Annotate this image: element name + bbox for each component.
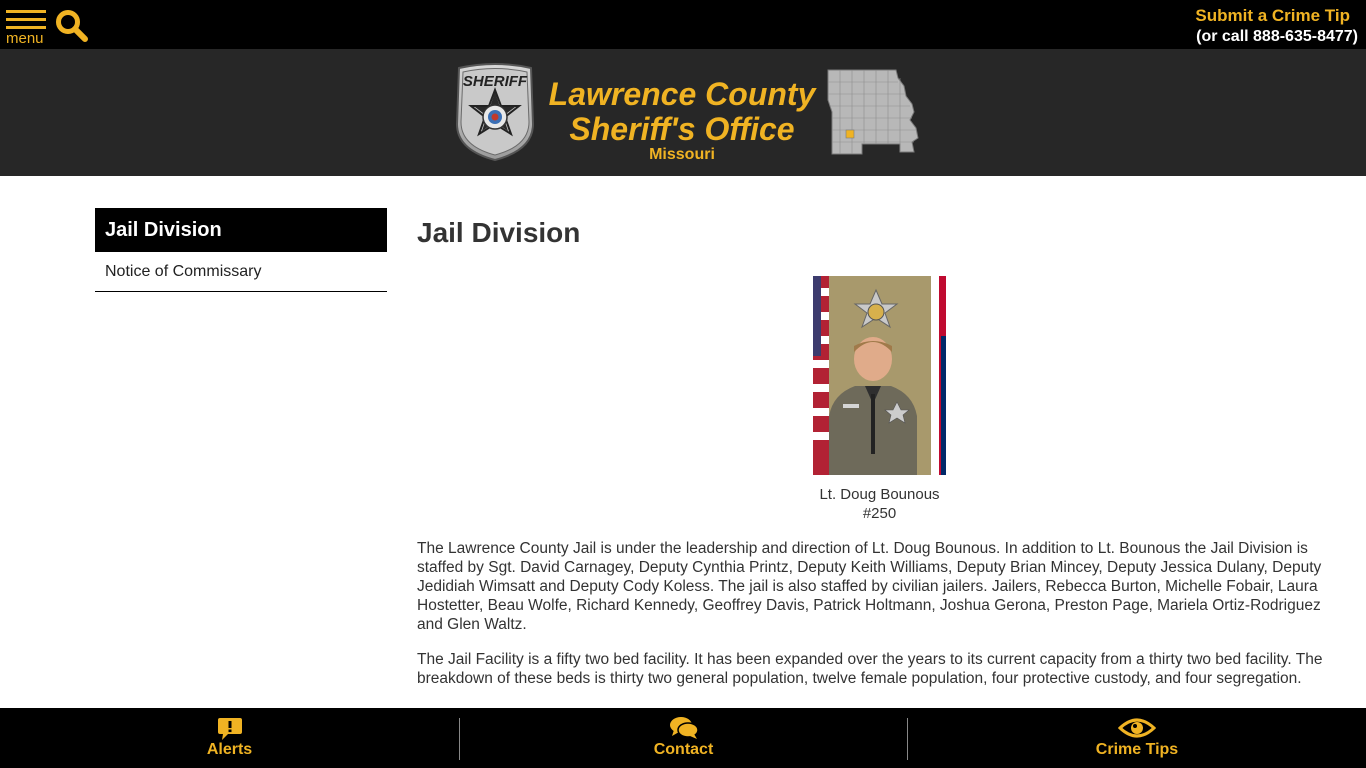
bottom-nav-crime-tips[interactable] bbox=[908, 708, 1366, 768]
photo-caption-badge-number: #250 bbox=[862, 505, 897, 522]
photo-caption bbox=[417, 485, 1342, 523]
sidebar-heading[interactable]: Jail Division bbox=[95, 208, 387, 252]
sidebar-item-notice-of-commissary[interactable]: Notice of Commissary bbox=[95, 252, 387, 292]
paragraph-staff: The Lawrence County Jail is under the leadership and direction of Lt. Doug Bounous. In addition to Lt. Bounous the Jail Division is staffed by Sgt. David Carnagey, Deputy Cynthia Printz, Deputy Keith Williams, Deputy Brian Mincey, Deputy Jessica Dulany, Deputy Jedidiah Wimsatt and Deputy Cody Koless. The jail is also staffed by civilian jailers. Jailers, Rebecca Burton, Michelle Fobair, Laura Hostetter, Beau Wolfe, Richard Kennedy, Geoffrey Davis, Patrick Holtmann, Joshua Gerona, Preston Page, Mariela Ortiz-Rodriguez and Glen Waltz. bbox=[417, 540, 1322, 633]
main-content bbox=[417, 215, 1342, 688]
search-icon bbox=[55, 9, 89, 43]
photo-block bbox=[417, 276, 1342, 523]
sheriff-badge-logo[interactable] bbox=[453, 62, 537, 162]
top-bar bbox=[0, 0, 1366, 49]
paragraph-facility: The Jail Facility is a fifty two bed facility. It has been expanded over the years to its current capacity from a thirty two bed facility. The breakdown of these beds is thirty two general population, twelve female population, four protective custody, and four segregation. bbox=[417, 651, 1323, 687]
search-button[interactable] bbox=[55, 9, 89, 43]
site-header bbox=[0, 49, 1366, 176]
menu-label: menu bbox=[6, 30, 44, 47]
hamburger-icon-bar bbox=[6, 26, 46, 29]
bottom-nav-contact[interactable] bbox=[460, 708, 907, 768]
chat-bubbles-icon bbox=[669, 716, 699, 740]
hamburger-icon bbox=[6, 10, 46, 13]
bottom-nav-alerts[interactable] bbox=[0, 708, 459, 768]
bottom-nav-alerts-label: Alerts bbox=[206, 741, 253, 758]
crime-tip-area bbox=[1195, 5, 1358, 47]
crime-tip-phone[interactable]: (or call 888-635-8477) bbox=[1196, 28, 1358, 45]
site-title-line1: Lawrence County bbox=[548, 76, 816, 112]
eye-icon bbox=[1118, 716, 1156, 740]
sidebar bbox=[95, 208, 387, 292]
bottom-nav-contact-label: Contact bbox=[653, 741, 714, 758]
site-title[interactable] bbox=[546, 77, 818, 164]
site-title-line2: Sheriff's Office bbox=[569, 111, 795, 147]
bottom-nav-crime-tips-label: Crime Tips bbox=[1095, 741, 1179, 758]
photo-caption-name: Lt. Doug Bounous bbox=[819, 486, 940, 503]
site-title-state: Missouri bbox=[649, 146, 715, 163]
submit-crime-tip-link[interactable]: Submit a Crime Tip bbox=[1195, 6, 1350, 25]
lieutenant-photo bbox=[813, 276, 946, 475]
bottom-nav bbox=[0, 708, 1366, 768]
menu-button[interactable] bbox=[6, 10, 48, 48]
hamburger-icon-bar bbox=[6, 18, 46, 21]
missouri-map-icon bbox=[826, 68, 922, 156]
alert-bubble-icon bbox=[216, 716, 244, 742]
badge-text: SHERIFF bbox=[462, 73, 528, 90]
page-title: Jail Division bbox=[417, 217, 581, 248]
